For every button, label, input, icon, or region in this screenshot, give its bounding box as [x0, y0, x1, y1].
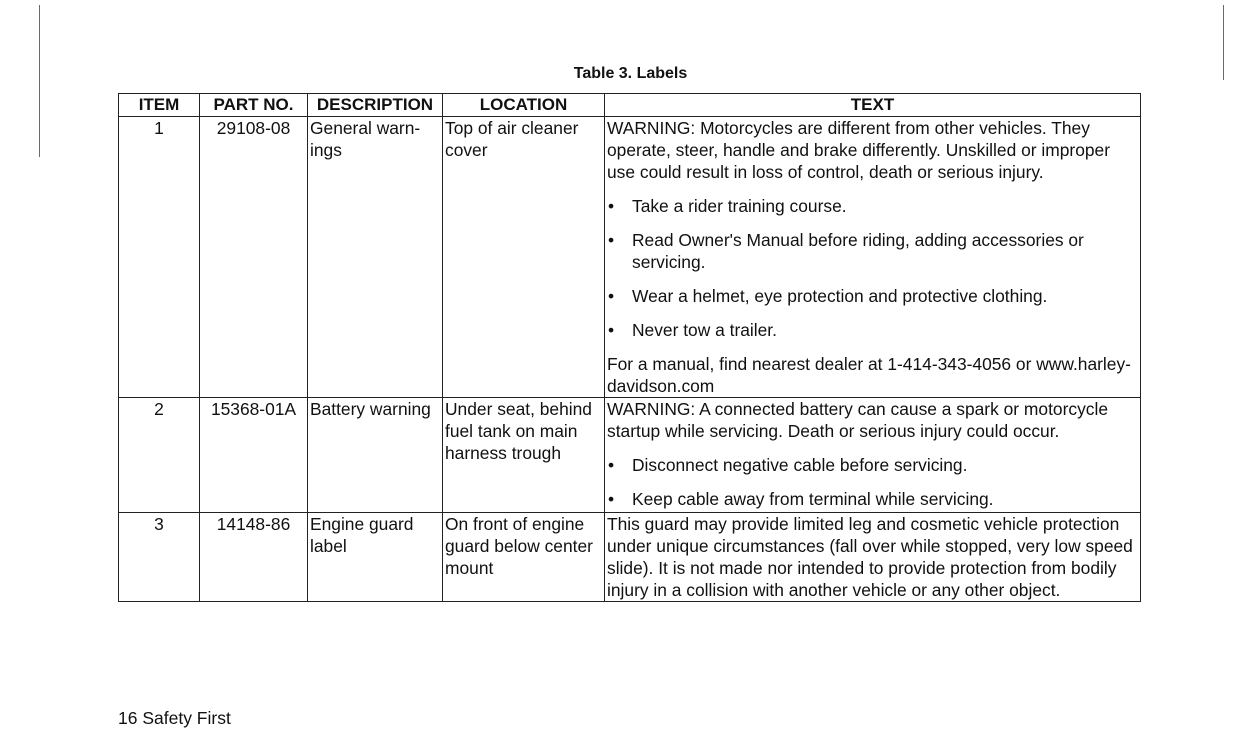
- cell-text: [605, 513, 1141, 602]
- cell-description: General warn-ings: [308, 117, 443, 398]
- table-title: Table 3. Labels: [573, 65, 688, 82]
- text-intro: WARNING: A connected battery can cause a spark or motorcycle startup while servicing. Death or serious injury could occur.: [607, 399, 1108, 441]
- cell-part-no: 29108-08: [200, 117, 308, 398]
- text-outro: For a manual, find nearest dealer at 1-414-343-4056 or www.harley-davidson.com: [607, 354, 1131, 396]
- table-row: [119, 513, 1141, 602]
- cell-item: 2: [119, 398, 200, 513]
- page-footer: 16 Safety First: [118, 708, 231, 728]
- cell-item: 3: [119, 513, 200, 602]
- cell-description: Engine guard label: [308, 513, 443, 602]
- table-row: [119, 117, 1141, 398]
- bullet-icon: •: [608, 286, 615, 306]
- bullet-text: Read Owner's Manual before riding, adding accessories or servicing.: [632, 230, 1084, 272]
- bullet-text: Take a rider training course.: [632, 196, 847, 216]
- table-header-row: [119, 94, 1141, 117]
- cell-location: Under seat, behind fuel tank on main harness trough: [443, 398, 605, 513]
- bullet-text: Disconnect negative cable before servicing.: [632, 455, 968, 475]
- list-item: [607, 229, 1138, 273]
- cell-item: 1: [119, 117, 200, 398]
- bullet-icon: •: [608, 196, 615, 216]
- bullet-icon: •: [608, 489, 615, 509]
- header-part-no: PART NO.: [200, 94, 308, 117]
- bullet-text: Wear a helmet, eye protection and protective clothing.: [632, 286, 1048, 306]
- list-item: [607, 488, 1138, 510]
- cell-location: Top of air cleaner cover: [443, 117, 605, 398]
- cell-part-no: 14148-86: [200, 513, 308, 602]
- bullet-icon: •: [608, 320, 615, 340]
- cell-text: [605, 398, 1141, 513]
- list-item: [607, 454, 1138, 476]
- cell-part-no: 15368-01A: [200, 398, 308, 513]
- cell-text: [605, 117, 1141, 398]
- list-item: [607, 195, 1138, 217]
- bullet-text: Keep cable away from terminal while servicing.: [632, 489, 994, 509]
- labels-table: [118, 93, 1141, 602]
- list-item: [607, 285, 1138, 307]
- header-description: DESCRIPTION: [308, 94, 443, 117]
- bullet-icon: •: [608, 455, 615, 475]
- bullet-text: Never tow a trailer.: [632, 320, 777, 340]
- cell-location: On front of engine guard below center mount: [443, 513, 605, 602]
- header-text: TEXT: [605, 94, 1141, 117]
- bullet-icon: •: [608, 230, 615, 250]
- text-intro: WARNING: Motorcycles are different from other vehicles. They operate, steer, handle and brake differently. Unskilled or improper use could result in loss of control, death or serious injury.: [607, 118, 1111, 182]
- list-item: [607, 319, 1138, 341]
- cell-description: Battery warning: [308, 398, 443, 513]
- table-row: [119, 398, 1141, 513]
- header-location: LOCATION: [443, 94, 605, 117]
- text-intro: This guard may provide limited leg and cosmetic vehicle protection under unique circumstances (fall over while stopped, very low speed slide). It is not made nor intended to provide protection from bodily injury in a collision with another vehicle or any other object.: [607, 514, 1133, 600]
- header-item: ITEM: [119, 94, 200, 117]
